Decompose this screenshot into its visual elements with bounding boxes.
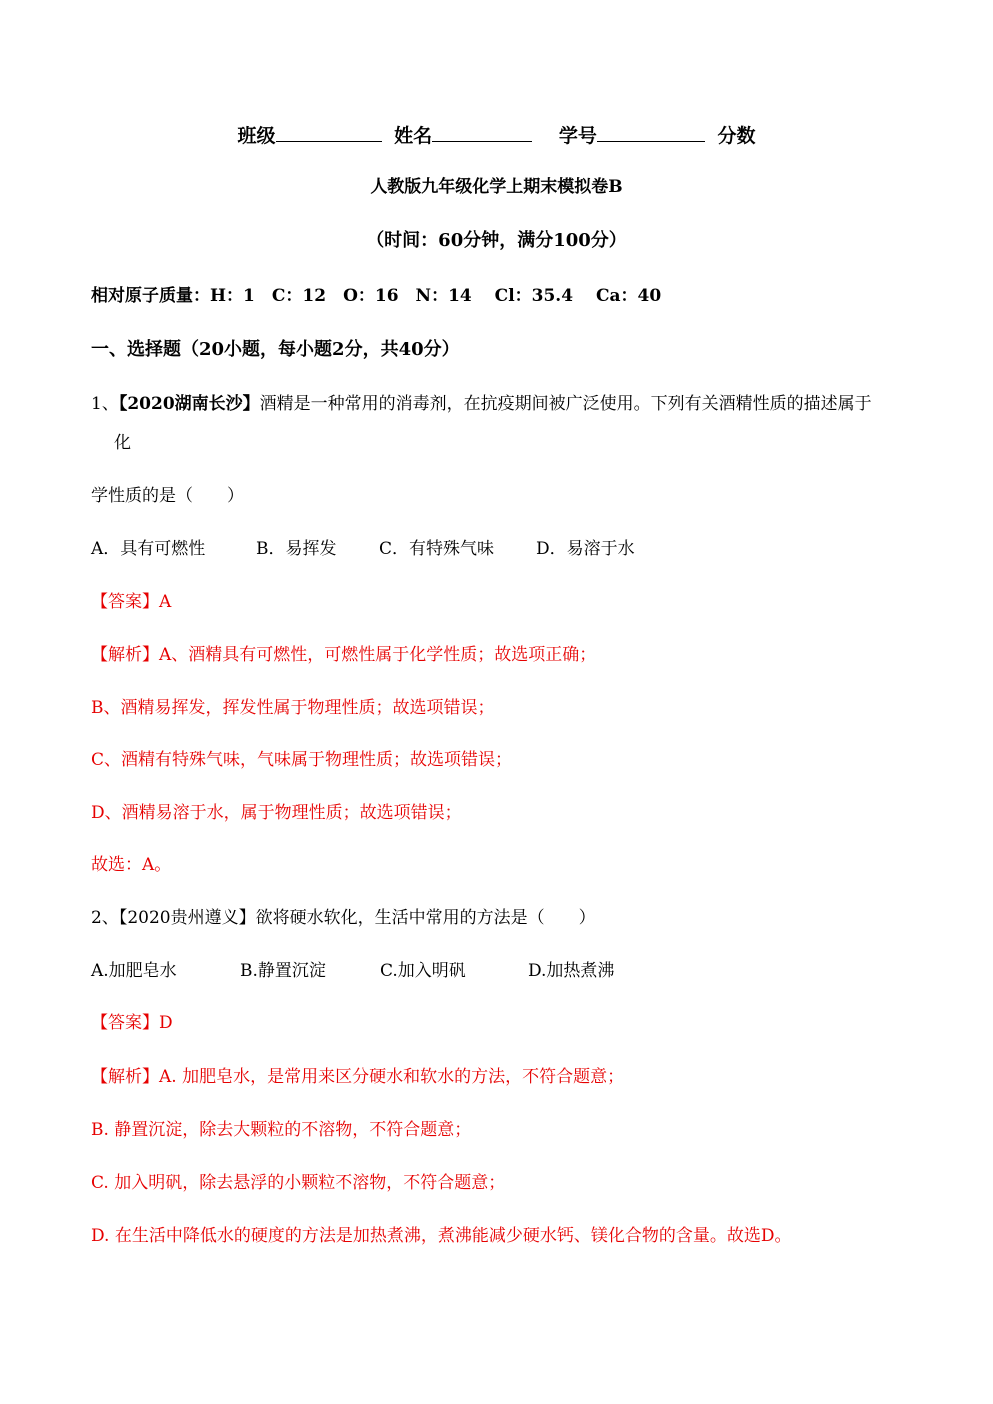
- option-d[interactable]: D.加热煮沸: [528, 961, 615, 981]
- question-source: 【2020湖南长沙】: [118, 394, 260, 414]
- student-info-row: [0, 123, 993, 149]
- question-1-analysis-1: 【解析】A、酒精具有可燃性，可燃性属于化学性质；故选项正确；: [91, 645, 597, 665]
- id-blank[interactable]: [597, 123, 705, 142]
- question-text: 欲将硬水软化，生活中常用的方法是（ ）: [255, 908, 596, 928]
- question-text: 酒精是一种常用的消毒剂，在抗疫期间被广泛使用。下列有关酒精性质的描述属于: [259, 394, 872, 414]
- name-blank[interactable]: [432, 123, 532, 142]
- id-label: 学号: [558, 125, 597, 147]
- question-1-analysis-4: D、酒精易溶于水，属于物理性质；故选项错误；: [91, 803, 462, 823]
- question-1-analysis-5: 故选：A。: [91, 855, 172, 875]
- name-label: 姓名: [394, 125, 433, 147]
- question-number: 2、: [91, 908, 119, 928]
- option-a[interactable]: A.加肥皂水: [91, 961, 177, 981]
- option-b[interactable]: B．易挥发: [256, 539, 337, 559]
- option-a[interactable]: A．具有可燃性: [91, 539, 206, 559]
- paper-title: 人教版九年级化学上期末模拟卷B: [370, 177, 623, 197]
- question-1-analysis-2: B、酒精易挥发，挥发性属于物理性质；故选项错误；: [91, 698, 495, 718]
- question-number: 1、: [91, 394, 119, 414]
- option-d[interactable]: D．易溶于水: [536, 539, 635, 559]
- time-info: （时间：60分钟，满分100分）: [366, 230, 627, 251]
- class-blank[interactable]: [276, 123, 382, 142]
- atomic-mass-line: 相对原子质量：H：1 C：12 O：16 N：14 Cl：35.4 Ca：40: [91, 286, 662, 306]
- question-1-stem: [91, 392, 872, 416]
- score-label: 分数: [717, 125, 756, 147]
- question-1-answer: 【答案】A: [91, 592, 172, 612]
- class-label: 班级: [237, 125, 276, 147]
- question-1-stem-wrap: 化: [114, 433, 131, 453]
- section-title: 一、选择题（20小题，每小题2分，共40分）: [91, 339, 460, 360]
- option-c[interactable]: C.加入明矾: [380, 961, 466, 981]
- question-2-analysis-4: D. 在生活中降低水的硬度的方法是加热煮沸，煮沸能减少硬水钙、镁化合物的含量。故选D。: [91, 1226, 792, 1246]
- question-2-analysis-2: B. 静置沉淀，除去大颗粒的不溶物，不符合题意；: [91, 1120, 472, 1140]
- question-2-stem: [91, 906, 596, 930]
- option-c[interactable]: C．有特殊气味: [379, 539, 495, 559]
- question-2-analysis-3: C. 加入明矾，除去悬浮的小颗粒不溶物，不符合题意；: [91, 1173, 506, 1193]
- question-1-analysis-3: C、酒精有特殊气味，气味属于物理性质；故选项错误；: [91, 750, 513, 770]
- question-1-stem-cont: 学性质的是（ ）: [91, 486, 244, 506]
- question-2-answer: 【答案】D: [91, 1013, 173, 1033]
- option-b[interactable]: B.静置沉淀: [240, 961, 326, 981]
- question-2-analysis-1: 【解析】A. 加肥皂水，是常用来区分硬水和软水的方法，不符合题意；: [91, 1067, 625, 1087]
- question-source: 【2020贵州遵义】: [118, 908, 256, 928]
